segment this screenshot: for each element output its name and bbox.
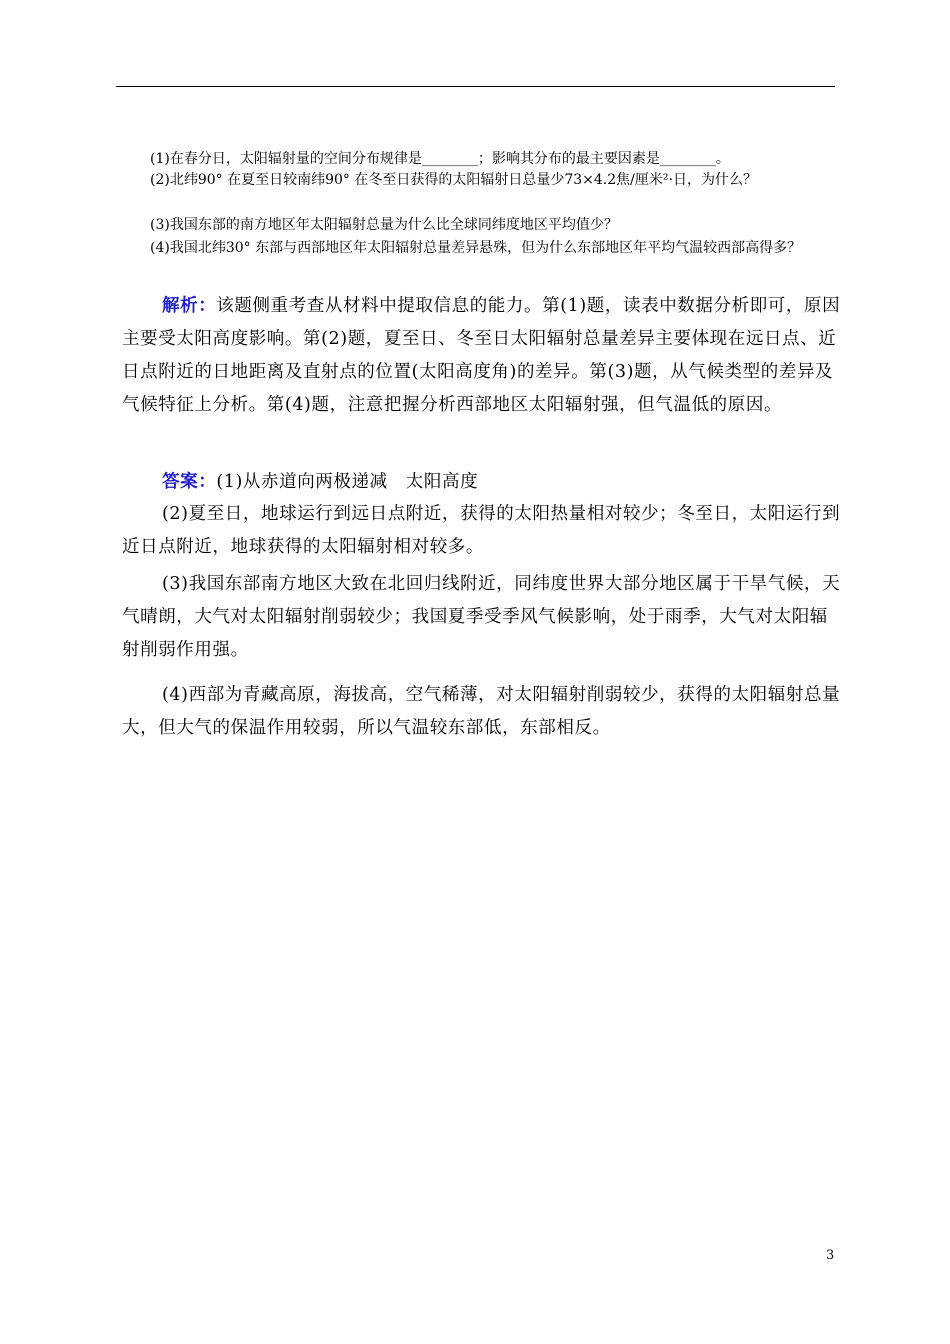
answer-1-text: (1)从赤道向两极递减 太阳高度 xyxy=(216,472,479,492)
answer-3: (3)我国东部南方地区大致在北回归线附近，同纬度世界大部分地区属于干旱气候，天气晴朗，大气对太阳辐射削弱较少；我国夏季受季风气候影响，处于雨季，大气对太阳辐射削弱作用强。 xyxy=(122,574,841,660)
answer-2: (2)夏至日，地球运行到远日点附近，获得的太阳热量相对较少；冬至日，太阳运行到近日点附近，地球获得的太阳辐射相对较多。 xyxy=(122,504,841,557)
question-3: (3)我国东部的南方地区年太阳辐射总量为什么比全球同纬度地区平均值少？ xyxy=(150,217,618,233)
analysis-text: 该题侧重考查从材料中提取信息的能力。第(1)题，读表中数据分析即可，原因主要受太阳高度影响。第(2)题，夏至日、冬至日太阳辐射总量差异主要体现在远日点、近日点附近的日地距离及直射点的位置(太阳高度角)的差异。第(3)题，从气候类型的差异及气候特征上分析。第(4)题，注意把握分析西部地区太阳辐射强，但气温低的原因。 xyxy=(122,296,841,415)
question-1: (1)在春分日，太阳辐射量的空间分布规律是________；影响其分布的最主要因素是________。 xyxy=(150,151,730,167)
answer-label: 答案： xyxy=(162,472,217,492)
analysis-label: 解析： xyxy=(162,296,217,316)
header-rule xyxy=(116,86,835,87)
analysis-paragraph xyxy=(122,290,844,422)
answer-4: (4)西部为青藏高原，海拔高，空气稀薄，对太阳辐射削弱较少，获得的太阳辐射总量大，但大气的保温作用较弱，所以气温较东部低，东部相反。 xyxy=(122,685,841,738)
question-2: (2)北纬90° 在夏至日较南纬90° 在冬至日获得的太阳辐射日总量少73×4.2焦/厘米²·日，为什么？ xyxy=(150,172,757,188)
page-number: 3 xyxy=(826,1248,835,1263)
question-4: (4)我国北纬30° 东部与西部地区年太阳辐射总量差异悬殊，但为什么东部地区年平均气温较西部高得多？ xyxy=(150,240,802,256)
answer-1 xyxy=(122,466,844,499)
